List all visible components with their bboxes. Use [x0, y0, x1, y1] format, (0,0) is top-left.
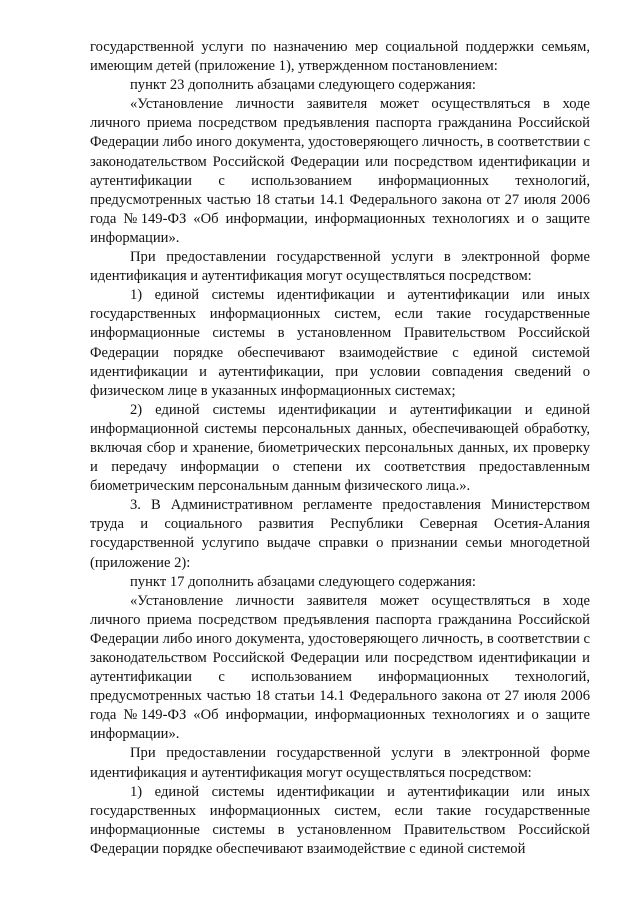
paragraph-electronic-form-2: При предоставлении государственной услуги в электронной форме идентификация и аутентификация могут осуществляться посредством:: [90, 745, 590, 781]
document-page: [90, 38, 590, 859]
paragraph-electronic-form-1: При предоставлении государственной услуги в электронной форме идентификация и аутентификация могут осуществляться посредством:: [90, 249, 590, 285]
paragraph-identity-establishment-2: «Установление личности заявителя может осуществляться в ходе личного приема посредством предъявления паспорта гражданина Российской Федерации либо иного документа, удостоверяющего личность, в соответствии с законодательством Российской Федерации или посредством идентификации и аутентификации с использованием информационных технологий, предусмотренных частью 18 статьи 14.1 Федерального закона от 27 июля 2006 года №149-ФЗ «Об информации, информационных технологиях и о защите информации».: [90, 592, 590, 743]
paragraph-section-3: 3. В Административном регламенте предоставления Министерством труда и социального развития Республики Северная Осетия-Алания государственной услугипо выдаче справки о признании семьи многодетной (приложение 2):: [90, 497, 590, 571]
paragraph-clause-23: пункт 23 дополнить абзацами следующего содержания:: [130, 77, 476, 94]
paragraph-item-2-first: 2) единой системы идентификации и аутентификации и единой информационной системы персональных данных, обеспечивающей обработку, включая сбор и хранение, биометрических персональных данных, их проверку и передачу информации о степени их соответствия предоставленным биометрическим персональным данным физического лица.».: [90, 401, 590, 495]
paragraph-item-1-first: 1) единой системы идентификации и аутентификации или иных государственных информационных систем, если такие государственные информационные системы в установленном Правительством Российской Федерации порядке обеспечивают взаимодействие с единой системой идентификации и аутентификации, при условии совпадения сведений о физическом лице в указанных информационных системах;: [90, 287, 590, 399]
paragraph-item-1-second: 1) единой системы идентификации и аутентификации или иных государственных информационных систем, если такие государственные информационные системы в установленном Правительством Российской Федерации порядке обеспечивают взаимодействие с единой системой: [90, 783, 590, 857]
paragraph-service-intro: государственной услуги по назначению мер социальной поддержки семьям, имеющим детей (приложение 1), утвержденном постановлением:: [90, 39, 590, 75]
paragraph-clause-17: пункт 17 дополнить абзацами следующего содержания:: [130, 573, 476, 590]
paragraph-identity-establishment-1: «Установление личности заявителя может осуществляться в ходе личного приема посредством предъявления паспорта гражданина Российской Федерации либо иного документа, удостоверяющего личность, в соответствии с законодательством Российской Федерации или посредством идентификации и аутентификации с использованием информационных технологий, предусмотренных частью 18 статьи 14.1 Федерального закона от 27 июля 2006 года №149-ФЗ «Об информации, информационных технологиях и о защите информации».: [90, 96, 590, 246]
